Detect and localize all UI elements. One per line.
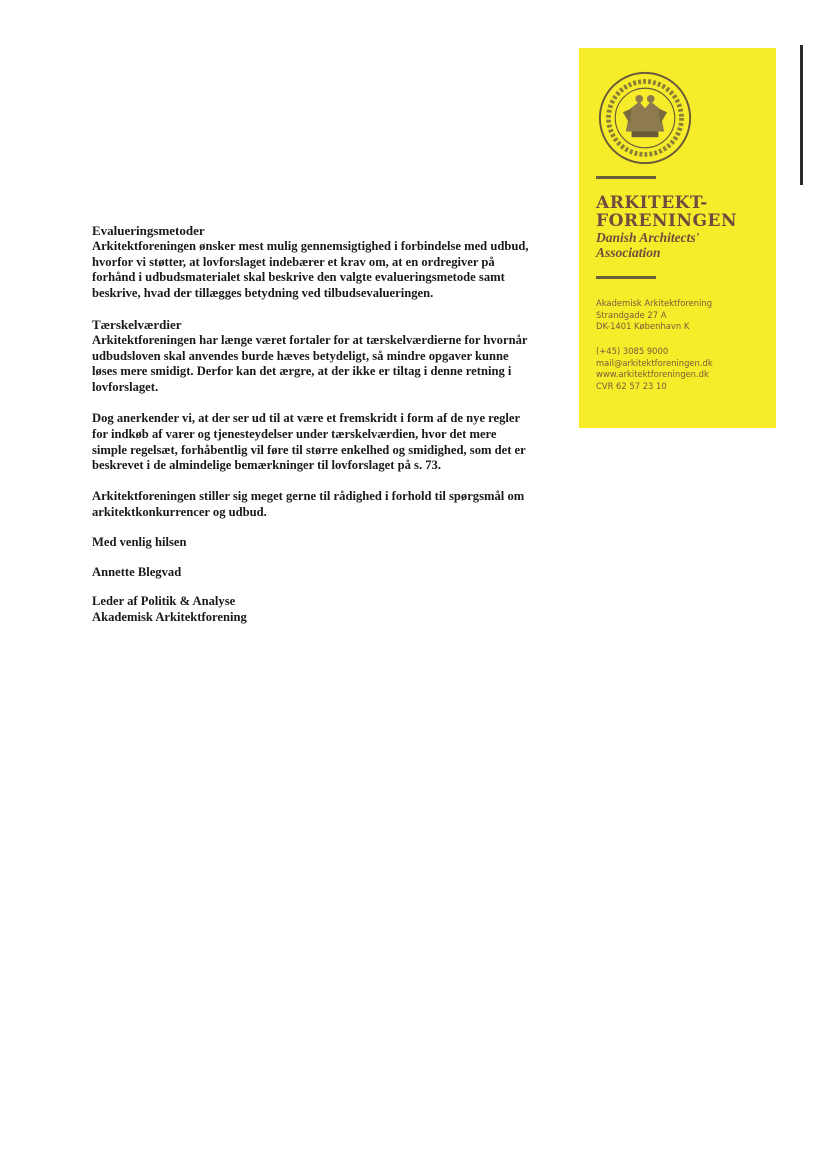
association-name-line1: ARKITEKT- — [596, 193, 708, 213]
association-english-line1: Danish Architects' — [596, 230, 700, 245]
cvr-number: CVR 62 57 23 10 — [596, 380, 667, 391]
address-block — [596, 298, 771, 333]
phone-number: (+45) 3085 9000 — [596, 346, 669, 356]
page-edge-line — [800, 45, 803, 185]
email-address: mail@arkitektforeningen.dk — [596, 357, 713, 368]
section-body-evaluation: Arkitektforeningen ønsker mest mulig gennemsigtighed i forbindelse med udbud, hvorfor vi støtter, at lovforslaget indebærer et krav om, at en ordregiver på forhånd i udbudsmaterialet skal beskrive den valgte evalueringsmetode samt beskrive, hvad der tillægges betydning ved tilbudsevalueringen. — [92, 238, 529, 301]
section-heading-evaluation: Evalueringsmetoder — [92, 223, 205, 238]
association-english-line2: Association — [596, 245, 661, 260]
address-line: Akademisk Arkitektforening — [596, 298, 713, 308]
association-seal-logo — [597, 70, 693, 166]
paragraph-recognition: Dog anerkender vi, at der ser ud til at være et fremskridt i form af de nye regler for indkøb af varer og tjenesteydelser under tærskelværdien, hvor det mere simple regelsæt, forhåbentlig vil føre til større enkelhed og smidighed, som det er beskrevet i de almindelige bemærkninger til lovforslaget på s. 73. — [92, 410, 526, 473]
signature-name: Annette Blegvad — [92, 564, 182, 579]
website-address: www.arkitektforeningen.dk — [596, 369, 709, 379]
address-line: DK-1401 København K — [596, 321, 690, 331]
section-body-thresholds: Arkitektforeningen har længe været fortaler for at tærskelværdierne for hvornår udbudsloven skal anvendes burde hæves betydeligt, så mindre opgaver kunne løses mere smidigt. Derfor kan det ærgre, at der ikke er tiltag i denne retning i lovforslaget. — [92, 332, 528, 395]
association-name — [596, 194, 771, 260]
divider-top — [596, 176, 656, 179]
paragraph-availability: Arkitektforeningen stiller sig meget gerne til rådighed i forhold til spørgsmål om arkitektkonkurrencer og udbud. — [92, 489, 525, 519]
letterhead-card — [579, 48, 776, 428]
contact-block — [596, 346, 771, 392]
signature-organization: Akademisk Arkitektforening — [92, 610, 247, 625]
divider-bottom — [596, 276, 656, 279]
address-line: Strandgade 27 A — [596, 309, 667, 320]
association-name-line2: FORENINGEN — [596, 211, 738, 231]
closing-greeting: Med venlig hilsen — [92, 534, 187, 549]
signature-title: Leder af Politik & Analyse — [92, 594, 236, 609]
letter-body — [92, 223, 532, 626]
section-heading-thresholds: Tærskelværdier — [92, 316, 182, 332]
